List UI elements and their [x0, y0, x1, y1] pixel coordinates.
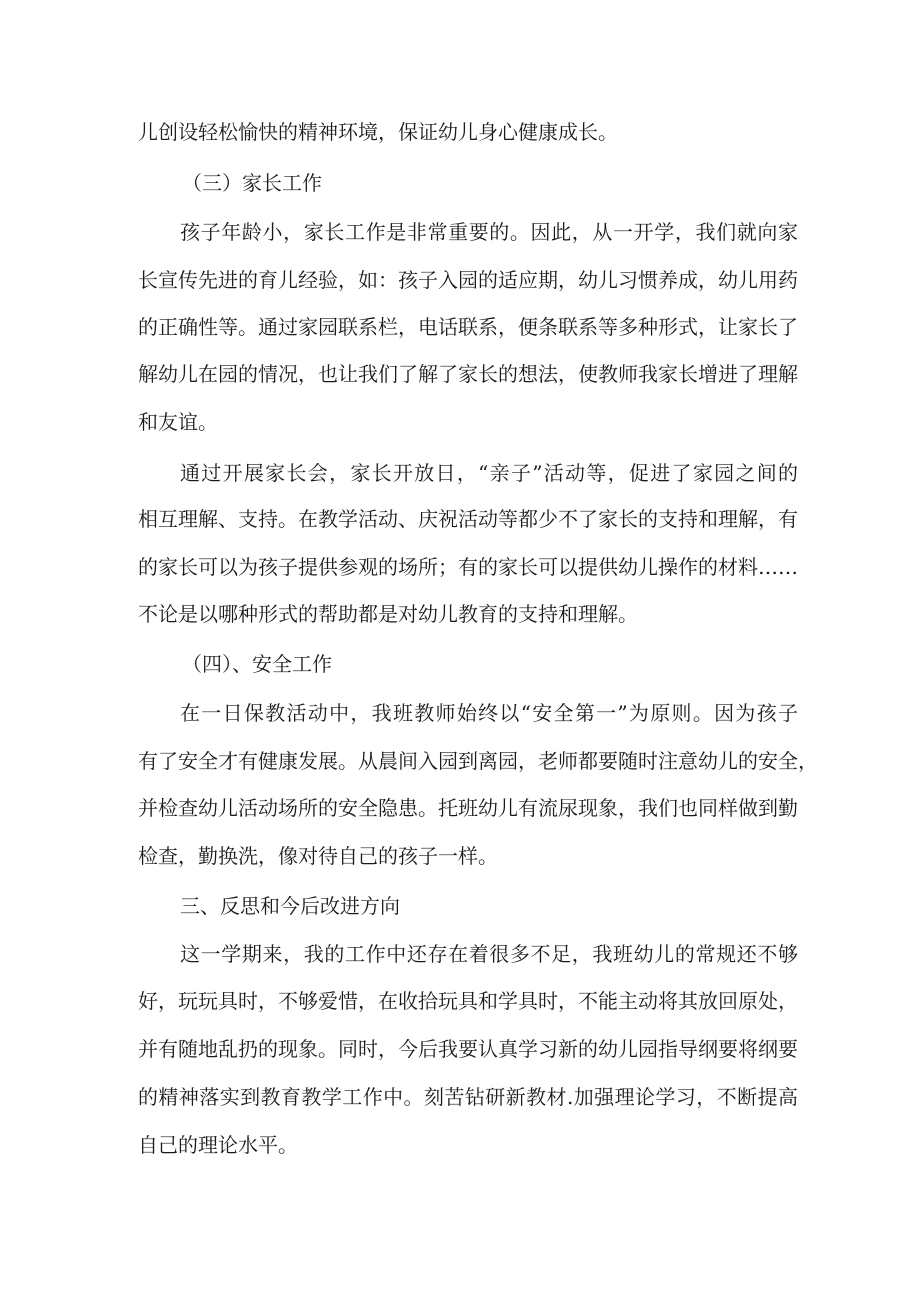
paragraph-line: 并有随地乱扔的现象。同时，今后我要认真学习新的幼儿园指导纲要将纲要 [138, 1037, 798, 1061]
paragraph-line: 这一学期来，我的工作中还存在着很多不足，我班幼儿的常规还不够 [180, 942, 798, 966]
paragraph-line: 解幼儿在园的情况，也让我们了解了家长的想法，使教师我家长增进了理解 [138, 362, 798, 386]
paragraph-line: 长宣传先进的育儿经验，如：孩子入园的适应期，幼儿习惯养成，幼儿用药 [138, 268, 798, 292]
paragraph-line: 不论是以哪种形式的帮助都是对幼儿教育的支持和理解。 [138, 602, 638, 626]
paragraph-line: 自己的理论水平。 [138, 1133, 298, 1157]
paragraph-line: 孩子年龄小，家长工作是非常重要的。因此，从一开学，我们就向家 [180, 220, 798, 244]
section-heading-reflection: 三、反思和今后改进方向 [180, 894, 400, 918]
paragraph-line: 通过开展家长会，家长开放日，“亲子”活动等，促进了家园之间的 [180, 461, 798, 485]
paragraph-line: 在一日保教活动中，我班教师始终以“安全第一”为原则。因为孩子 [180, 701, 798, 725]
paragraph-line: 和友谊。 [138, 410, 218, 434]
section-heading-safety: （四）、安全工作 [182, 652, 332, 676]
paragraph-line: 的精神落实到教育教学工作中。刻苦钻研新教材.加强理论学习，不断提高 [138, 1085, 798, 1109]
paragraph-line: 检查，勤换洗，像对待自己的孩子一样。 [138, 844, 498, 868]
paragraph-line: 并检查幼儿活动场所的安全隐患。托班幼儿有流尿现象，我们也同样做到勤 [138, 796, 798, 820]
paragraph-line: 相互理解、支持。在教学活动、庆祝活动等都少不了家长的支持和理解，有 [138, 507, 798, 531]
paragraph-line: 有了安全才有健康发展。从晨间入园到离园，老师都要随时注意幼儿的安全， [138, 749, 818, 773]
paragraph-line: 的正确性等。通过家园联系栏，电话联系，便条联系等多种形式，让家长了 [138, 315, 798, 339]
paragraph-line: 好，玩玩具时，不够爱惜，在收拾玩具和学具时，不能主动将其放回原处， [138, 989, 798, 1013]
paragraph-line: 的家长可以为孩子提供参观的场所；有的家长可以提供幼儿操作的材料…… [138, 555, 798, 579]
section-heading-parents: （三）家长工作 [182, 171, 322, 195]
paragraph-line: 儿创设轻松愉快的精神环境，保证幼儿身心健康成长。 [138, 120, 618, 144]
